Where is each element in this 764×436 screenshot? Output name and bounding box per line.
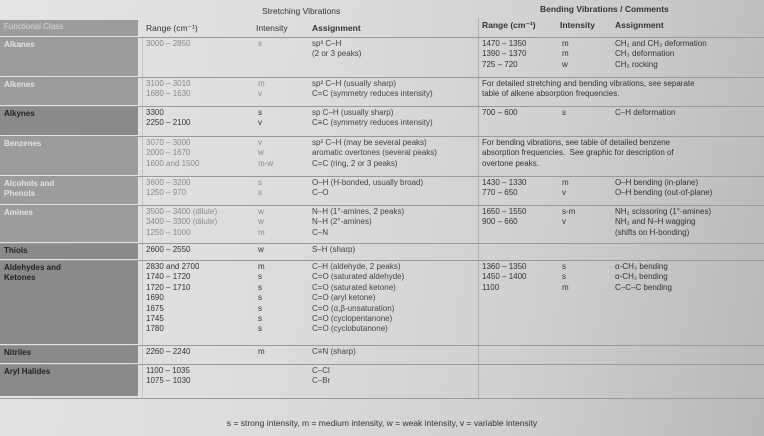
bending-intensity-cell: m v — [562, 178, 569, 198]
bending-assignment-header: Assignment — [615, 20, 664, 30]
column-divider — [478, 18, 479, 398]
intensity-cell: s s — [258, 178, 262, 198]
functional-class-cell: Alkynes — [0, 107, 138, 135]
comment-cell: For bending vibrations, see table of detailed benzene absorption frequencies. See graphic for description of overtone peaks. — [482, 138, 674, 168]
bending-assignment-cell: C–H deformation — [615, 108, 676, 117]
assignment-cell: C–Cl C–Br — [312, 366, 331, 386]
range-cell: 2600 – 2550 — [146, 245, 191, 254]
assignment-cell: C≡N (sharp) — [312, 347, 356, 356]
bending-assignment-cell: α-CH₃ bending α-CH₂ bending C–C–C bending — [615, 262, 672, 292]
bending-range-cell: 1430 – 1330 770 – 650 — [482, 178, 527, 198]
intensity-cell: m — [258, 347, 265, 356]
range-cell: 3100 – 3010 1680 – 1630 — [146, 79, 191, 99]
assignment-cell: O–H (H-bonded, usually broad) C–O — [312, 178, 424, 198]
range-cell: 3000 – 2850 — [146, 39, 191, 48]
range-cell: 1100 – 1035 1075 – 1030 — [146, 366, 191, 386]
functional-class-cell: Nitriles — [0, 346, 138, 363]
functional-class-cell: Aldehydes and Ketones — [0, 261, 138, 344]
range-cell: 3070 – 3000 2000 – 1670 1600 and 1500 — [146, 138, 200, 168]
intensity-cell: m s s s s s s — [258, 262, 265, 334]
intensity-cell: s v — [258, 108, 262, 128]
range-cell: 3300 2250 – 2100 — [146, 108, 191, 128]
intensity-cell: s — [258, 39, 262, 48]
stretching-header: Stretching Vibrations — [262, 6, 341, 16]
intensity-legend: s = strong intensity, m = medium intensity, w = weak intensity, v = variable intensity — [226, 418, 538, 428]
bending-intensity-header: Intensity — [560, 20, 595, 30]
assignment-cell: sp² C–H (may be several peaks) aromatic overtones (several peaks) C=C (ring, 2 or 3 peaks) — [312, 138, 437, 168]
assignment-cell: sp² C–H (usually sharp) C=C (symmetry reduces intensity) — [312, 79, 433, 99]
range-cell: 2830 and 2700 1740 – 1720 1720 – 1710 1690 1675 1745 1780 — [146, 262, 200, 334]
bending-assignment-cell: CH₂ and CH₃ deformation CH₃ deformation CH₂ rocking — [615, 39, 707, 69]
intensity-cell: w — [258, 245, 264, 254]
bending-range-cell: 1360 – 1350 1450 – 1400 1100 — [482, 262, 527, 292]
assignment-cell: C–H (aldehyde, 2 peaks) C=O (saturated aldehyde) C=O (saturated ketone) C=O (aryl ketone) C=O (α,β-unsaturation) C=O (cyclopentanone) C=O (cyclobutanone) — [312, 262, 405, 334]
range-cell: 3600 – 3200 1250 – 970 — [146, 178, 191, 198]
comment-cell: For detailed stretching and bending vibrations, see separate table of alkene absorption frequencies. — [482, 79, 695, 99]
bending-assignment-cell: NH₂ scissoring (1°-amines) NH₂ and N–H wagging (shifts on H-bonding) — [615, 207, 712, 237]
bending-assignment-cell: O–H bending (in-plane) O–H bending (out-of-plane) — [615, 178, 713, 198]
range-cell: 2260 – 2240 — [146, 347, 191, 356]
intensity-cell: v w m-w — [258, 138, 274, 168]
range-cell: 3500 – 3400 (dilute) 3400 – 3300 (dilute) 1250 – 1000 — [146, 207, 218, 237]
assignment-cell: N–H (1°-amines, 2 peaks) N–H (2°-amines) C–N — [312, 207, 405, 237]
functional-class-cell: Alkenes — [0, 78, 138, 105]
assignment-header: Assignment — [312, 23, 361, 33]
intensity-header: Intensity — [256, 23, 288, 33]
bending-range-cell: 1650 – 1550 900 – 660 — [482, 207, 527, 227]
bending-range-cell: 700 – 600 — [482, 108, 518, 117]
bending-header: Bending Vibrations / Comments — [540, 4, 669, 14]
functional-class-cell: Amines — [0, 206, 138, 242]
table-bottom-line — [0, 398, 764, 399]
functional-class-cell: Alcohols and Phenols — [0, 177, 138, 204]
assignment-cell: S–H (sharp) — [312, 245, 356, 254]
bending-intensity-cell: s s m — [562, 262, 569, 292]
intensity-cell: w w m — [258, 207, 265, 237]
intensity-cell: m v — [258, 79, 265, 99]
assignment-cell: sp C–H (usually sharp) C≡C (symmetry reduces intensity) — [312, 108, 433, 128]
column-divider-left — [142, 36, 143, 398]
bending-intensity-cell: s — [562, 108, 566, 117]
bending-intensity-cell: s-m v — [562, 207, 576, 227]
assignment-cell: sp³ C–H (2 or 3 peaks) — [312, 39, 362, 59]
functional-class-header: Functional Class — [0, 20, 138, 36]
range-header: Range (cm⁻¹) — [146, 23, 198, 33]
functional-class-cell: Benzenes — [0, 137, 138, 175]
functional-class-cell: Alkanes — [0, 38, 138, 76]
bending-range-header: Range (cm⁻¹) — [482, 20, 536, 30]
bending-intensity-cell: m m w — [562, 39, 569, 69]
bending-range-cell: 1470 – 1350 1390 – 1370 725 – 720 — [482, 39, 527, 69]
functional-class-cell: Aryl Halides — [0, 365, 138, 396]
functional-class-cell: Thiols — [0, 244, 138, 259]
